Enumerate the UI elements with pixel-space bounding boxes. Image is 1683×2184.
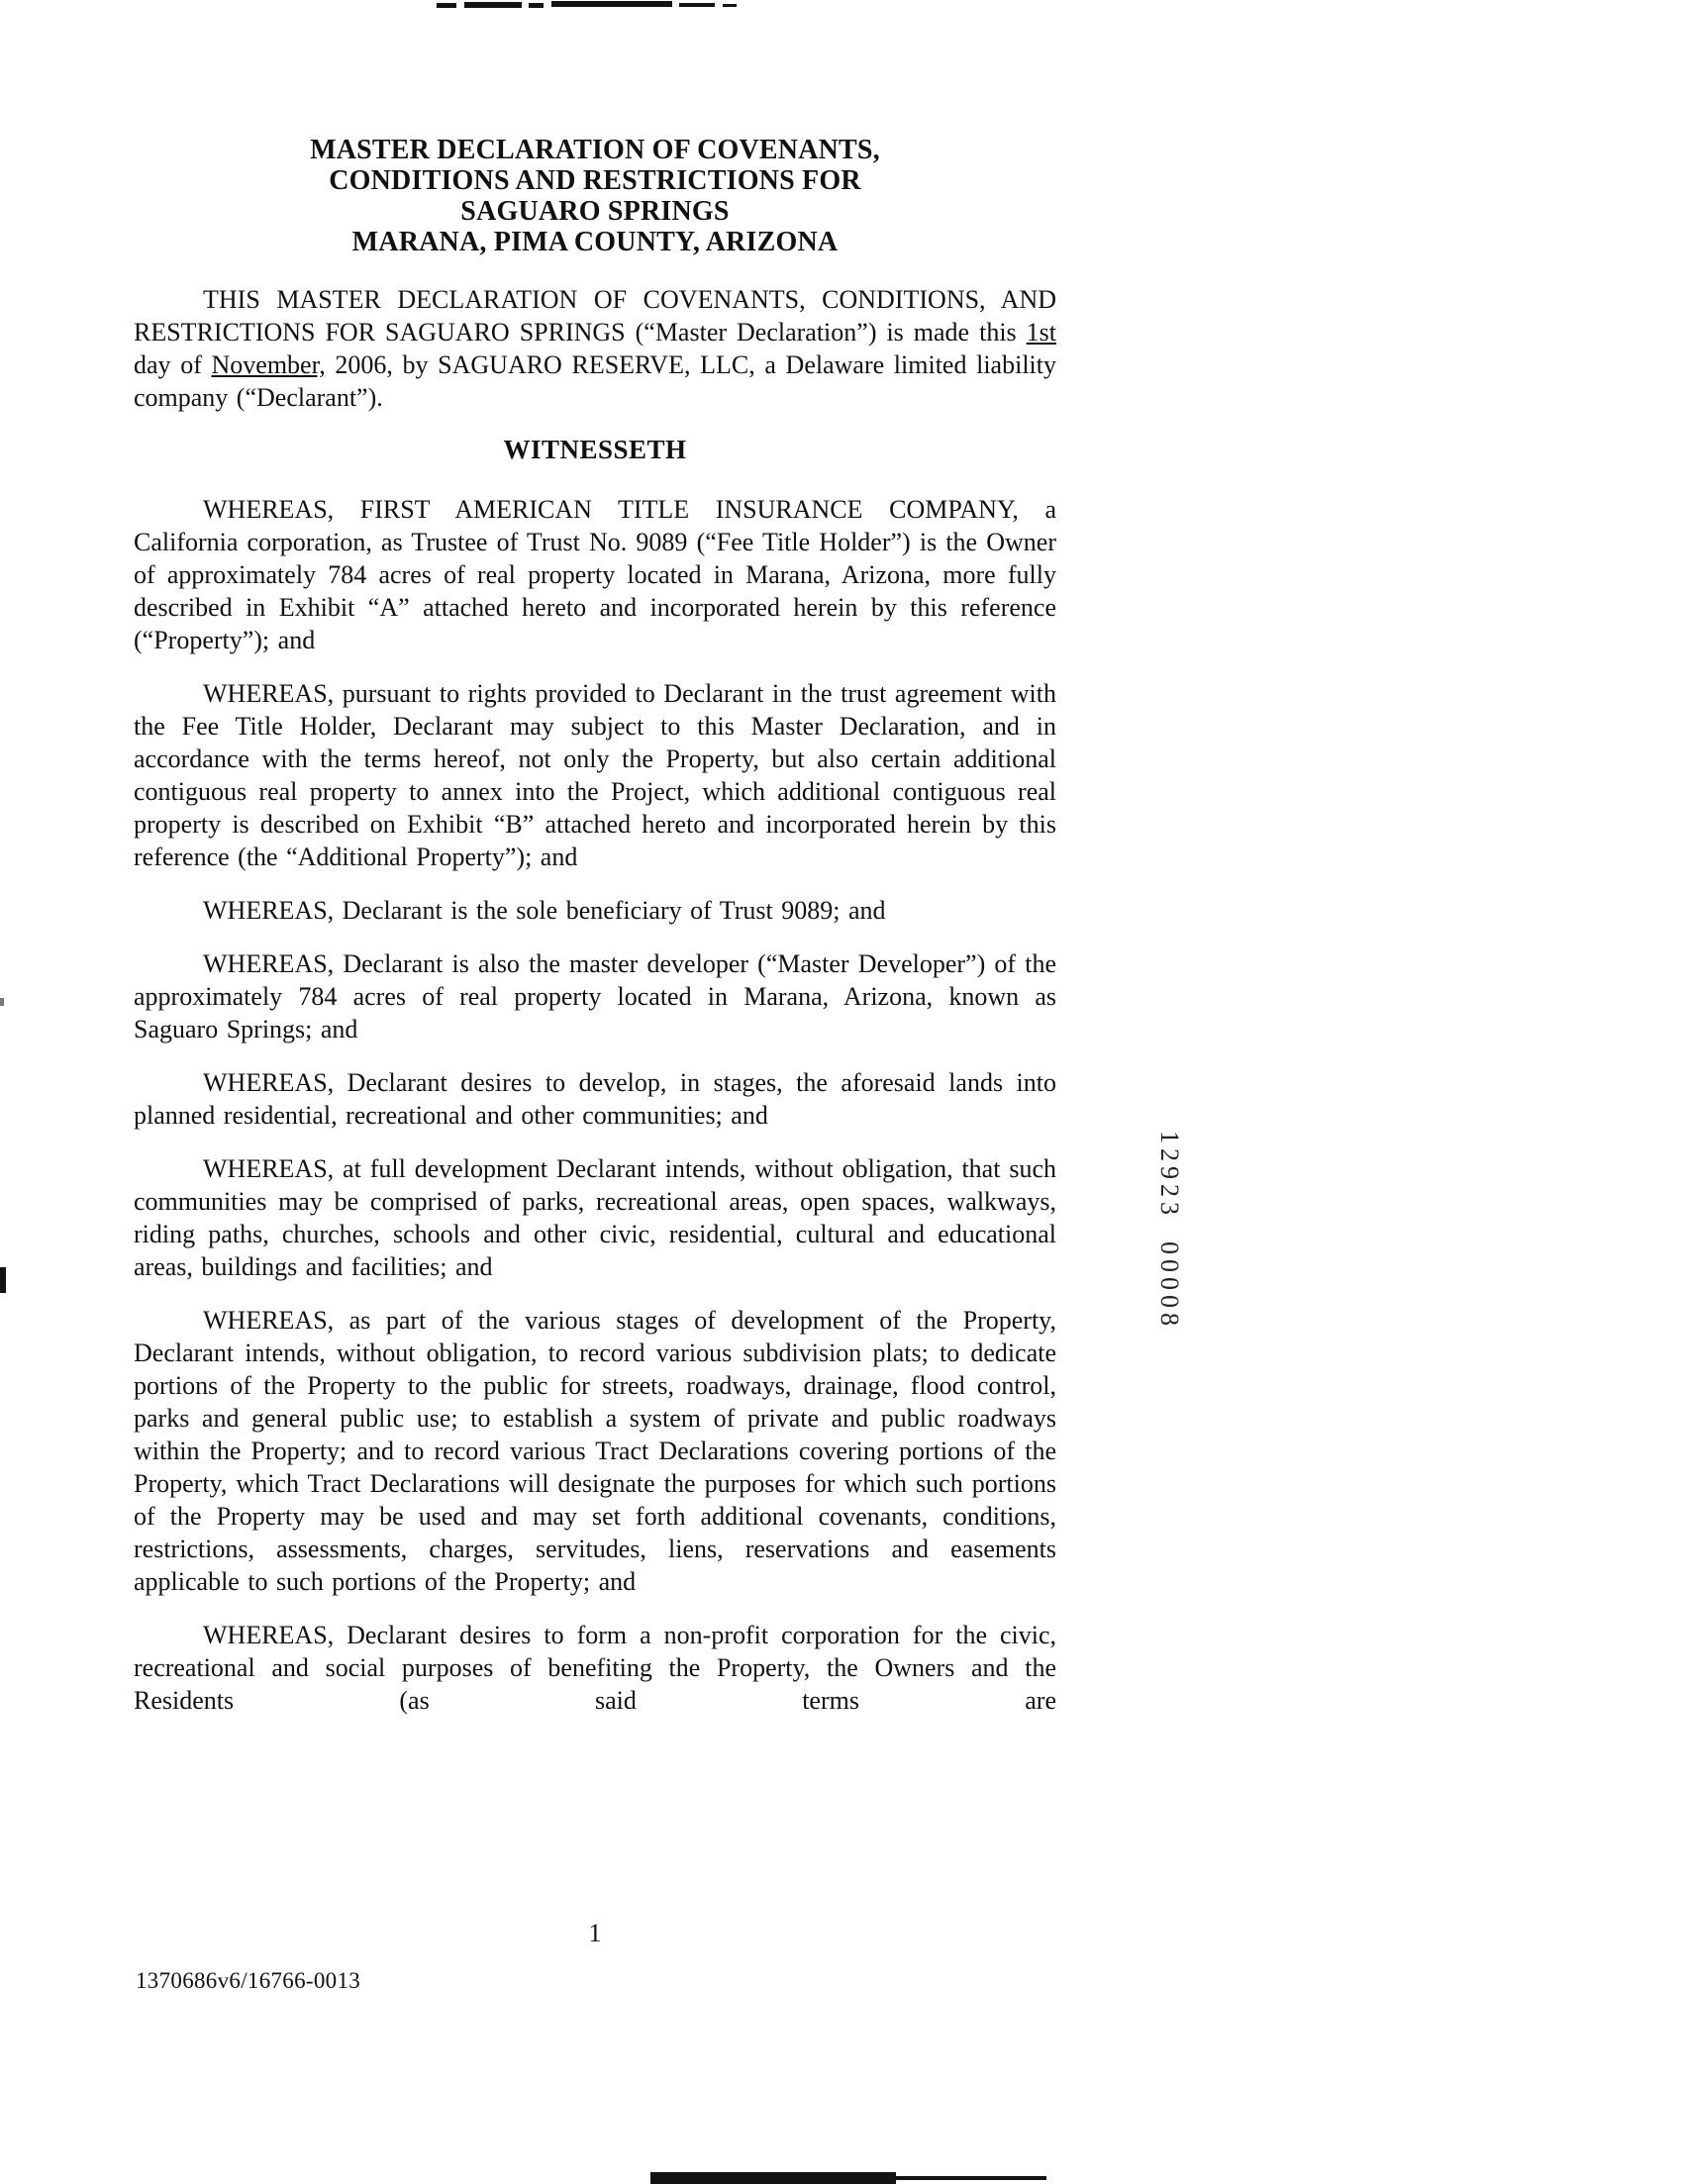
intro-month-underlined: November, xyxy=(211,350,326,379)
intro-text-mid: day of xyxy=(134,350,212,379)
stamp-number-1: 12923 xyxy=(1155,1131,1184,1220)
page-number: 1 xyxy=(588,1919,602,1947)
scan-artifact-left-edge xyxy=(0,1267,6,1293)
scan-artifact-top xyxy=(551,1,672,7)
intro-day-underlined: 1st xyxy=(1026,318,1056,347)
intro-text-after: 2006, by SAGUARO RESERVE, LLC, a Delaware limited liability company (“Declarant”). xyxy=(134,350,1056,412)
scan-artifact-left-edge xyxy=(0,998,4,1006)
whereas-paragraph-6: WHEREAS, at full development Declarant intends, without obligation, that such communities may be comprised of parks, recreational areas, open spaces, walkways, riding paths, churches, schools and other civic, residential, cultural and educational areas, buildings and facilities; and xyxy=(134,1154,1056,1281)
stamp-number-2: 00008 xyxy=(1155,1241,1184,1331)
title-line: MARANA, PIMA COUNTY, ARIZONA xyxy=(351,227,839,257)
scan-artifact-top xyxy=(679,3,715,7)
whereas-paragraph-8: WHEREAS, Declarant desires to form a non-profit corporation for the civic, recreational and social purposes of benefiting the Property, the Owners and the Residents (as said terms are xyxy=(134,1621,1056,1715)
scan-artifact-bottom xyxy=(896,2176,1046,2180)
scan-artifact-top xyxy=(464,2,522,8)
whereas-paragraph-1: WHEREAS, FIRST AMERICAN TITLE INSURANCE COMPANY, a California corporation, as Trustee of Trust No. 9089 (“Fee Title Holder”) is the Owner of approximately 784 acres of real property located in Marana, Arizona, more fully described in Exhibit “A” attached hereto and incorporated herein by this reference (“Property”); and xyxy=(134,495,1056,654)
title-line: CONDITIONS AND RESTRICTIONS FOR xyxy=(329,165,861,196)
whereas-paragraph-7: WHEREAS, as part of the various stages of development of the Property, Declarant intends, without obligation, to record various subdivision plats; to dedicate portions of the Property to the public for streets, roadways, drainage, flood control, parks and general public use; to establish a system of private and public roadways within the Property; and to record various Tract Declarations covering portions of the Property, which Tract Declarations will designate the purposes for which such portions of the Property may be used and may set forth additional covenants, conditions, restrictions, assessments, charges, servitudes, liens, reservations and easements applicable to such portions of the Property; and xyxy=(134,1306,1056,1596)
scan-artifact-bottom xyxy=(650,2172,896,2184)
document-title xyxy=(134,135,1056,257)
scan-artifact-top xyxy=(437,3,456,8)
scan-artifact-top xyxy=(529,3,544,8)
margin-stamp xyxy=(1154,1131,1184,1331)
whereas-paragraph-2: WHEREAS, pursuant to rights provided to Declarant in the trust agreement with the Fee Title Holder, Declarant may subject to this Master Declaration, and in accordance with the terms hereof, not only the Property, but also certain additional contiguous real property to annex into the Project, which additional contiguous real property is described on Exhibit “B” attached hereto and incorporated herein by this reference (the “Additional Property”); and xyxy=(134,679,1056,871)
document-id-footer: 1370686v6/16766-0013 xyxy=(136,1968,361,1993)
document-content xyxy=(134,135,1056,1737)
intro-text-before: THIS MASTER DECLARATION OF COVENANTS, CONDITIONS, AND RESTRICTIONS FOR SAGUARO SPRINGS (“Master Declaration”) is made this xyxy=(134,285,1056,347)
witnesseth-heading: WITNESSETH xyxy=(503,435,687,464)
whereas-paragraph-3: WHEREAS, Declarant is the sole beneficiary of Trust 9089; and xyxy=(203,896,886,925)
whereas-paragraph-4: WHEREAS, Declarant is also the master developer (“Master Developer”) of the approximately 784 acres of real property located in Marana, Arizona, known as Saguaro Springs; and xyxy=(134,949,1056,1043)
title-line: MASTER DECLARATION OF COVENANTS, xyxy=(310,135,880,165)
intro-paragraph xyxy=(134,283,1056,414)
title-line: SAGUARO SPRINGS xyxy=(460,196,730,227)
whereas-paragraph-5: WHEREAS, Declarant desires to develop, in stages, the aforesaid lands into planned residential, recreational and other communities; and xyxy=(134,1068,1056,1130)
scan-artifact-top xyxy=(723,4,737,7)
